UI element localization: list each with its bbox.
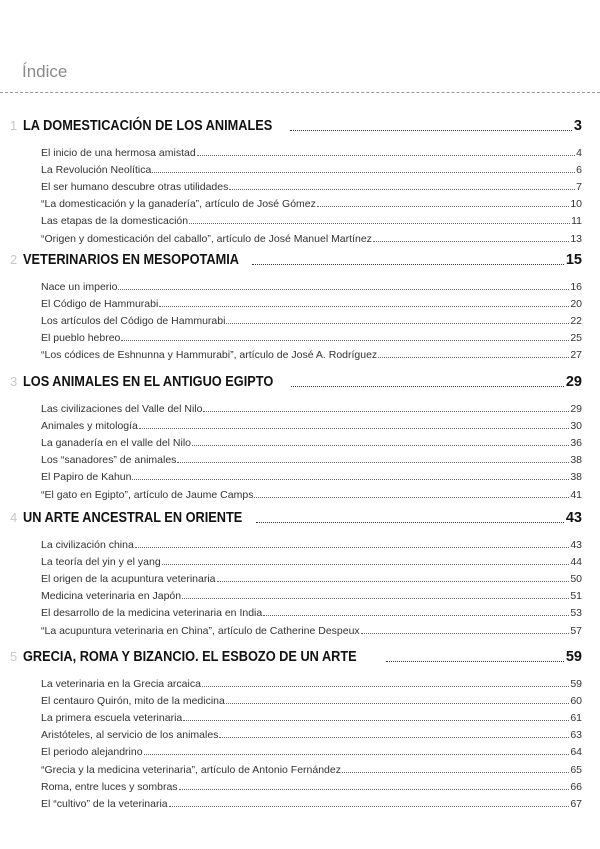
entry-page-number: 20 [570, 298, 582, 311]
entry-title: Los “sanadores” de animales [41, 454, 177, 467]
toc-entry[interactable] [41, 398, 582, 415]
entry-page-number: 25 [570, 332, 582, 345]
entry-title: “Los códices de Eshnunna y Hammurabi”, artículo de José A. Rodríguez [41, 349, 378, 362]
chapter-page-number: 29 [565, 374, 582, 390]
chapter-title: UN ARTE ANCESTRAL EN ORIENTE [23, 510, 243, 526]
entry-title: Los artículos del Código de Hammurabi [41, 315, 226, 328]
entry-page-number: 57 [570, 624, 582, 637]
toc-entry[interactable] [41, 193, 582, 210]
entry-title: Medicina veterinaria en Japón [41, 590, 182, 603]
chapter-heading[interactable] [10, 250, 582, 268]
entry-page-number: 50 [570, 573, 582, 586]
toc-entry[interactable] [41, 344, 582, 361]
dot-leader [361, 632, 570, 634]
dot-leader [203, 410, 569, 412]
dot-leader [162, 563, 570, 565]
entry-title: La primera escuela veterinaria [41, 712, 183, 725]
dot-leader [342, 771, 569, 773]
chapter-entries [41, 142, 582, 245]
chapter-number: 1 [10, 118, 18, 133]
entry-title: El periodo alejandrino [41, 746, 143, 759]
entry-page-number: 29 [570, 403, 582, 416]
entry-title: La civilización china [41, 539, 134, 552]
dot-leader [132, 478, 569, 480]
chapter-title: LOS ANIMALES EN EL ANTIGUO EGIPTO [23, 374, 274, 390]
entry-title: “El gato en Egipto”, artículo de Jaume Camps [41, 488, 254, 501]
dot-leader [219, 736, 569, 738]
toc-entry[interactable] [41, 483, 582, 500]
toc-entry[interactable] [41, 690, 582, 707]
dot-leader [144, 753, 570, 755]
chapter-page-number: 59 [565, 649, 582, 665]
chapter-number: 3 [10, 374, 18, 389]
dot-leader [202, 685, 569, 687]
chapter-title: LA DOMESTICACIÓN DE LOS ANIMALES [23, 118, 273, 134]
dot-leader [256, 521, 564, 523]
toc-entry[interactable] [41, 293, 582, 310]
entry-page-number: 27 [570, 349, 582, 362]
dot-leader [121, 339, 569, 341]
chapter-entries [41, 534, 582, 637]
entry-title: El Código de Hammurabi [41, 298, 159, 311]
chapter-title: GRECIA, ROMA Y BIZANCIO. EL ESBOZO DE UN ARTE [23, 649, 357, 665]
entry-title: El “cultivo” de la veterinaria [41, 797, 168, 810]
toc-entry[interactable] [41, 310, 582, 327]
entry-title: El inicio de una hermosa amistad [41, 147, 196, 160]
entry-page-number: 10 [570, 198, 582, 211]
chapter-number: 5 [10, 649, 18, 664]
entry-title: El centauro Quirón, mito de la medicina [41, 695, 225, 708]
dashed-divider [0, 92, 600, 93]
toc-entry[interactable] [41, 210, 582, 227]
entry-page-number: 67 [570, 797, 582, 810]
page-title: Índice [22, 62, 68, 81]
entry-title: “Origen y domesticación del caballo”, artículo de José Manuel Martínez [41, 232, 372, 245]
dot-leader [135, 546, 570, 548]
entry-page-number: 13 [570, 232, 582, 245]
entry-page-number: 61 [570, 712, 582, 725]
chapter-section [0, 508, 600, 637]
chapter-page-number: 43 [565, 510, 582, 526]
chapter-section [0, 116, 600, 245]
toc-entry[interactable] [41, 327, 582, 344]
entry-title: Aristóteles, al servicio de los animales [41, 729, 219, 742]
chapter-page-number: 15 [565, 252, 582, 268]
chapter-entries [41, 276, 582, 361]
entry-page-number: 44 [570, 556, 582, 569]
chapter-heading[interactable] [10, 116, 582, 134]
entry-page-number: 43 [570, 539, 582, 552]
toc-entry[interactable] [41, 568, 582, 585]
entry-title: La ganadería en el valle del Nilo [41, 437, 192, 450]
entry-title: El origen de la acupuntura veterinaria [41, 573, 216, 586]
entry-page-number: 51 [570, 590, 582, 603]
entry-title: El pueblo hebreo [41, 332, 121, 345]
toc-entry[interactable] [41, 673, 582, 690]
toc-entry[interactable] [41, 602, 582, 619]
dot-leader [386, 660, 564, 662]
entry-page-number: 53 [570, 607, 582, 620]
dot-leader [263, 614, 569, 616]
dot-leader [118, 288, 569, 290]
entry-page-number: 22 [570, 315, 582, 328]
dot-leader [373, 240, 569, 242]
entry-page-number: 38 [570, 454, 582, 467]
entry-page-number: 63 [570, 729, 582, 742]
toc-entry[interactable] [41, 466, 582, 483]
entry-title: Nace un imperio [41, 281, 118, 294]
chapter-page-number: 3 [573, 118, 582, 134]
dot-leader [183, 719, 569, 721]
toc-entry[interactable] [41, 724, 582, 741]
toc-entry[interactable] [41, 707, 582, 724]
entry-title: Las civilizaciones del Valle del Nilo [41, 403, 203, 416]
entry-page-number: 60 [570, 695, 582, 708]
chapter-title: VETERINARIOS EN MESOPOTAMIA [23, 252, 239, 268]
toc-entry[interactable] [41, 176, 582, 193]
entry-title: La teoría del yin y el yang [41, 556, 161, 569]
entry-page-number: 16 [570, 281, 582, 294]
dot-leader [179, 788, 570, 790]
entry-page-number: 30 [570, 420, 582, 433]
dot-leader [197, 154, 575, 156]
chapter-heading[interactable] [10, 508, 582, 526]
entry-title: Roma, entre luces y sombras [41, 780, 178, 793]
toc-entry[interactable] [41, 159, 582, 176]
toc-entry[interactable] [41, 449, 582, 466]
entry-page-number: 66 [570, 780, 582, 793]
toc-entry[interactable] [41, 432, 582, 449]
entry-title: El desarrollo de la medicina veterinaria en India [41, 607, 263, 620]
dot-leader [169, 805, 570, 807]
dot-leader [226, 702, 569, 704]
entry-page-number: 7 [576, 181, 582, 194]
dot-leader [189, 222, 570, 224]
dot-leader [254, 496, 569, 498]
dot-leader [378, 356, 569, 358]
toc-entry[interactable] [41, 227, 582, 244]
dot-leader [159, 305, 569, 307]
chapter-section [0, 250, 600, 361]
entry-title: “La domesticación y la ganadería”, artículo de José Gómez [41, 198, 316, 211]
entry-page-number: 36 [570, 437, 582, 450]
entry-title: La veterinaria en la Grecia arcaica [41, 678, 201, 691]
toc-entry[interactable] [41, 619, 582, 636]
toc-entry[interactable] [41, 534, 582, 551]
toc-entry[interactable] [41, 585, 582, 602]
chapter-number: 4 [10, 510, 18, 525]
toc-entry[interactable] [41, 142, 582, 159]
entry-title: “La acupuntura veterinaria en China”, artículo de Catherine Despeux [41, 624, 360, 637]
dot-leader [182, 597, 569, 599]
chapter-entries [41, 398, 582, 501]
toc-entry[interactable] [41, 551, 582, 568]
dot-leader [317, 205, 569, 207]
entry-title: Animales y mitología [41, 420, 138, 433]
entry-page-number: 38 [570, 471, 582, 484]
dot-leader [252, 263, 563, 265]
entry-title: El ser humano descubre otras utilidades [41, 181, 229, 194]
chapter-section [0, 372, 600, 501]
entry-title: La Revolución Neolítica [41, 164, 152, 177]
entry-page-number: 41 [570, 488, 582, 501]
chapter-entries [41, 673, 582, 810]
entry-page-number: 6 [576, 164, 582, 177]
entry-title: El Papiro de Kahun [41, 471, 132, 484]
chapter-number: 2 [10, 252, 18, 267]
chapter-heading[interactable] [10, 372, 582, 390]
dot-leader [217, 580, 570, 582]
dot-leader [229, 188, 575, 190]
entry-page-number: 65 [570, 763, 582, 776]
entry-title: Las etapas de la domesticación [41, 215, 189, 228]
entry-title: “Grecia y la medicina veterinaria”, artículo de Antonio Fernández [41, 763, 341, 776]
entry-page-number: 4 [576, 147, 582, 160]
chapter-section [0, 647, 600, 810]
dot-leader [192, 444, 569, 446]
chapter-heading[interactable] [10, 647, 582, 665]
dot-leader [177, 461, 569, 463]
toc-entry[interactable] [41, 415, 582, 432]
toc-entry[interactable] [41, 758, 582, 775]
entry-page-number: 59 [570, 678, 582, 691]
entry-page-number: 64 [570, 746, 582, 759]
dot-leader [139, 427, 569, 429]
dot-leader [152, 171, 575, 173]
dot-leader [291, 385, 563, 387]
dot-leader [226, 322, 569, 324]
toc-entry[interactable] [41, 793, 582, 810]
toc-entry[interactable] [41, 276, 582, 293]
entry-page-number: 11 [571, 215, 582, 228]
toc-entry[interactable] [41, 741, 582, 758]
dot-leader [290, 129, 572, 131]
toc-entry[interactable] [41, 776, 582, 793]
